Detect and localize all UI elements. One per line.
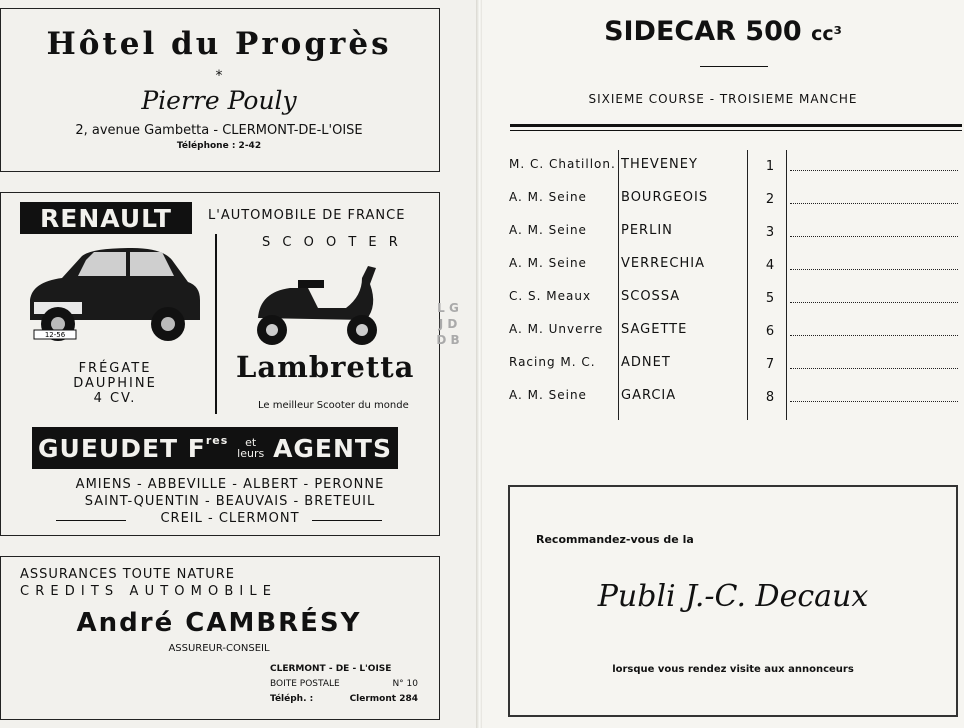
box-number: N° 10: [392, 679, 418, 689]
race-title: SIDECAR 500 cc³: [604, 16, 842, 47]
insurance-box: [270, 679, 418, 689]
box-label: BOITE POSTALE: [270, 679, 340, 689]
car-plate: 12-56: [44, 331, 66, 339]
phone-label: Téléph. :: [270, 694, 314, 704]
result-blank: [790, 302, 958, 303]
header-rule-thin: [510, 130, 962, 131]
rider-number: 5: [765, 291, 775, 306]
dealer-connector: [237, 437, 264, 459]
insurance-line-2: C R E D I T S A U T O M O B I L E: [20, 584, 272, 599]
model-fregate: FRÉGATE: [78, 361, 152, 376]
car-models: [20, 361, 210, 406]
scooter-slogan: Le meilleur Scooter du monde: [258, 400, 409, 411]
club-name: A. M. Unverre: [509, 322, 604, 336]
stamp-line-1: L G: [437, 301, 459, 315]
city-rule-right: [312, 520, 382, 521]
rider-number: 4: [765, 258, 775, 273]
result-blank: [790, 203, 958, 204]
rider-name: SCOSSA: [621, 289, 681, 304]
renault-tagline: L'AUTOMOBILE DE FRANCE: [208, 208, 406, 223]
phone-value: Clermont 284: [349, 694, 418, 704]
hotel-owner: Pierre Pouly: [141, 86, 297, 115]
dealer-their: leurs: [237, 447, 265, 460]
hotel-address: 2, avenue Gambetta - CLERMONT-DE-L'OISE: [75, 123, 363, 138]
dealer-name: GUEUDET $F^{res}$: [38, 433, 229, 463]
club-name: M. C. Chatillon.: [509, 157, 616, 171]
model-4cv: 4 CV.: [93, 391, 137, 406]
rider-name: VERRECHIA: [621, 256, 705, 271]
dealer-banner: [32, 427, 398, 469]
archive-stamp: [427, 300, 469, 352]
rider-number: 7: [765, 357, 775, 372]
city-rule-left: [56, 520, 126, 521]
hotel-star: *: [215, 68, 223, 84]
lambretta-logo: Lambretta: [236, 350, 415, 384]
dealer-suffix: res: [205, 433, 229, 447]
rider-number: 8: [765, 390, 775, 405]
car-illustration: [22, 242, 204, 354]
scooter-illustration: [238, 258, 388, 350]
result-blank: [790, 170, 958, 171]
result-blank: [790, 401, 958, 402]
rider-name: GARCIA: [621, 388, 677, 403]
insurance-line-1: ASSURANCES TOUTE NATURE: [20, 567, 235, 582]
rider-number: 3: [765, 225, 775, 240]
city-line-3: CREIL - CLERMONT: [160, 511, 300, 526]
dealer-and: et: [245, 436, 257, 449]
ad-brand: Publi J.-C. Decaux: [597, 579, 869, 614]
rider-name: SAGETTE: [621, 322, 688, 337]
left-page: [0, 0, 478, 728]
decaux-ad: [508, 485, 958, 717]
result-blank: [790, 269, 958, 270]
club-name: A. M. Seine: [509, 190, 587, 204]
insurance-name: André CAMBRÉSY: [76, 608, 362, 638]
city-line-2: SAINT-QUENTIN - BEAUVAIS - BRETEUIL: [84, 494, 376, 509]
rider-number: 2: [765, 192, 775, 207]
scooter-label: S C O O T E R: [262, 235, 402, 250]
header-rule-thick: [510, 124, 962, 127]
race-subtitle: SIXIEME COURSE - TROISIEME MANCHE: [588, 92, 858, 106]
renault-logo: RENAULT: [20, 202, 192, 234]
renault-divider: [215, 234, 217, 414]
dealer-agents: AGENTS: [273, 433, 392, 463]
right-page: [482, 0, 964, 728]
title-rule: [700, 66, 768, 67]
insurance-phone: [270, 694, 418, 704]
ad-closing: lorsque vous rendez visite aux annonceurs: [612, 664, 854, 675]
model-dauphine: DAUPHINE: [73, 376, 157, 391]
result-blank: [790, 335, 958, 336]
rider-name: THEVENEY: [621, 157, 698, 172]
rider-name: PERLIN: [621, 223, 673, 238]
rider-number: 6: [765, 324, 775, 339]
race-unit: cc³: [811, 23, 842, 45]
city-line-1: AMIENS - ABBEVILLE - ALBERT - PERONNE: [75, 477, 385, 492]
rider-name: BOURGEOIS: [621, 190, 709, 205]
result-blank: [790, 368, 958, 369]
club-name: A. M. Seine: [509, 256, 587, 270]
hotel-phone: Téléphone : 2-42: [176, 141, 262, 151]
club-name: Racing M. C.: [509, 355, 596, 369]
ad-intro: Recommandez-vous de la: [536, 533, 694, 546]
stamp-line-2: J D: [438, 317, 458, 331]
club-name: C. S. Meaux: [509, 289, 592, 303]
club-name: A. M. Seine: [509, 388, 587, 402]
stamp-line-3: D B: [436, 333, 460, 347]
number-column-line-right: [786, 150, 787, 420]
hotel-name: Hôtel du Progrès: [46, 26, 392, 62]
rider-name: ADNET: [621, 355, 671, 370]
rider-column-line: [618, 150, 619, 420]
result-blank: [790, 236, 958, 237]
club-name: A. M. Seine: [509, 223, 587, 237]
number-column-line-left: [747, 150, 748, 420]
insurance-title: ASSUREUR-CONSEIL: [168, 643, 270, 654]
rider-number: 1: [765, 159, 775, 174]
insurance-city: CLERMONT - DE - L'OISE: [270, 664, 392, 674]
